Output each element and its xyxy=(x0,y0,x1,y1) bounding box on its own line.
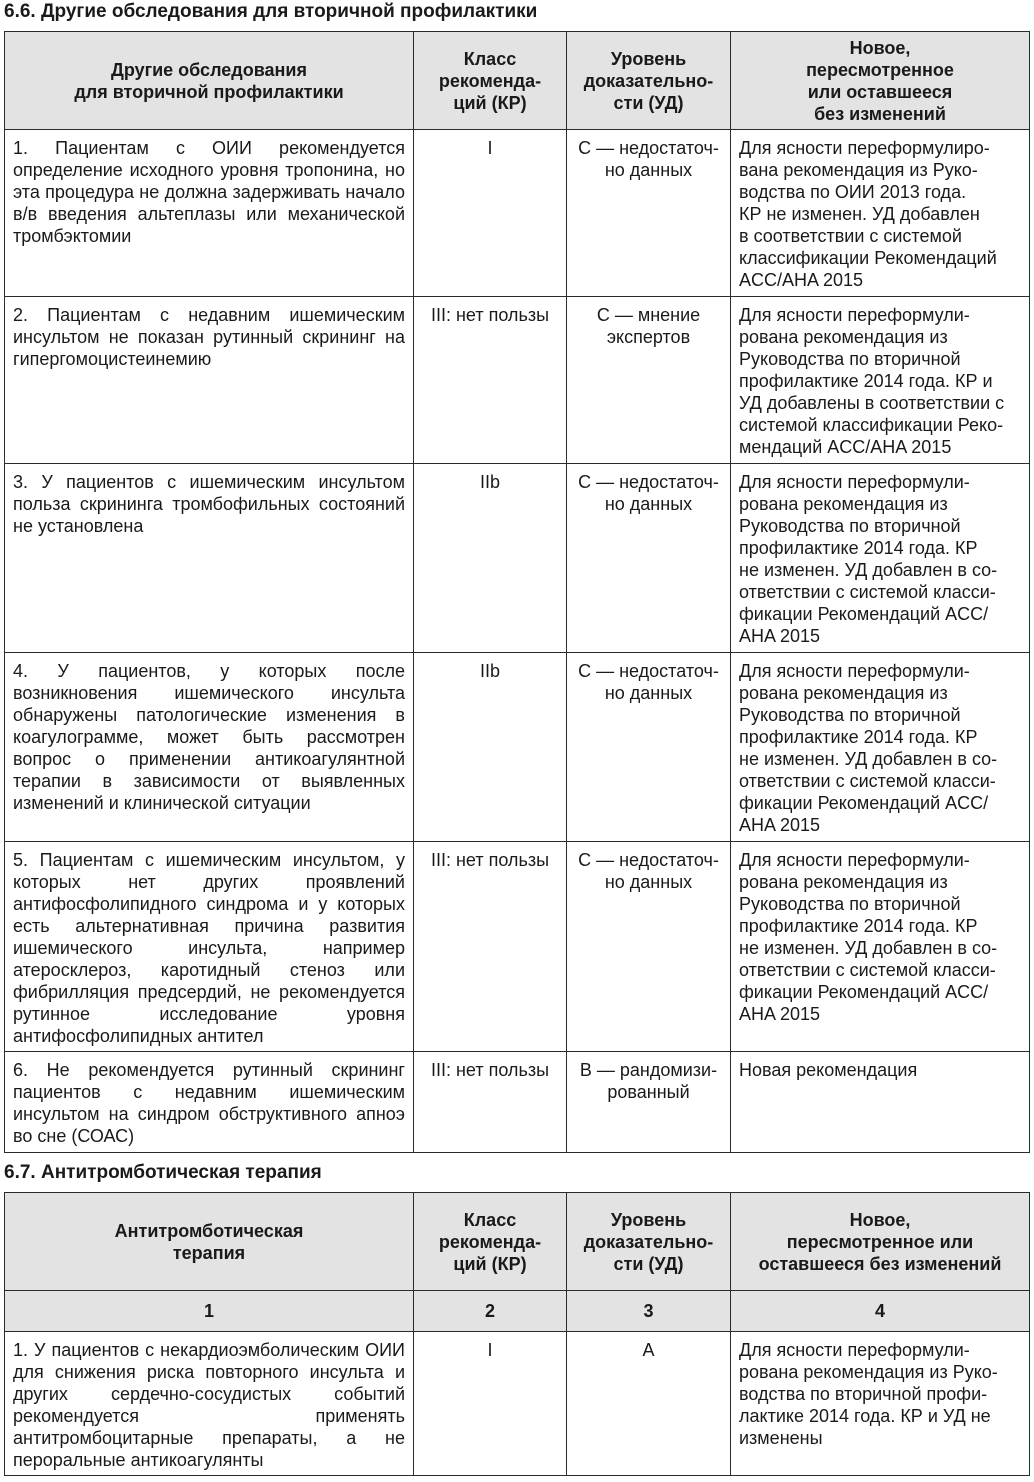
recommendation-text: 5. Пациентам с ишемическим инсультом, у которых нет других проявлений антифосфолипидного синдрома и у которых есть альтернативная причина развития ишемического инсульта, например атеросклероз, каротидный стеноз или фибрилляция предсердий, не рекомендуется рутинное исследование уровня антифосфолипидных антител xyxy=(5,842,414,1052)
column-number: 1 xyxy=(5,1291,414,1332)
column-number: 3 xyxy=(567,1291,731,1332)
recommendation-class: III: нет пользы xyxy=(414,842,567,1052)
table-row xyxy=(5,464,1030,653)
table-header-row xyxy=(5,1193,1030,1291)
recommendation-class: III: нет пользы xyxy=(414,297,567,464)
section-title: 6.7. Антитромботическая терапия xyxy=(4,1162,322,1183)
section-title: 6.6. Другие обследования для вторичной профилактики xyxy=(4,1,538,22)
table-row xyxy=(5,130,1030,297)
evidence-level: C — недостаточ- но данных xyxy=(567,130,731,297)
evidence-level: A xyxy=(567,1332,731,1476)
antithrombotic-therapy-table xyxy=(4,1192,1030,1476)
evidence-level: B — рандомизи- рованный xyxy=(567,1052,731,1153)
header-level: Уровень доказательно- сти (УД) xyxy=(567,32,731,130)
recommendation-class: IIb xyxy=(414,464,567,653)
recommendation-text: 4. У пациентов, у которых после возникновения ишемического инсульта обнаружены патологические изменения в коагулограмме, может быть рассмотрен вопрос о применении антикоагулянтной терапии в зависимости от выявленных изменений и клинической ситуации xyxy=(5,653,414,842)
revision-status: Для ясности переформули- рована рекомендация из Руководства по вторичной профилактике 2014 года. КР не изменен. УД добавлен в со- ответствии с системой класси- фикации Рекомендаций ACC/ AHA 2015 xyxy=(731,842,1030,1052)
header-investigations: Другие обследования для вторичной профилактики xyxy=(5,32,414,130)
evidence-level: C — недостаточ- но данных xyxy=(567,653,731,842)
recommendation-text: 1. Пациентам с ОИИ рекомендуется определение исходного уровня тропонина, но эта процедура не должна задерживать начало в/в введения альтеплазы или механической тромбэктомии xyxy=(5,130,414,297)
header-status: Новое, пересмотренное или оставшееся без изменений xyxy=(731,32,1030,130)
header-class: Класс рекоменда- ций (КР) xyxy=(414,32,567,130)
recommendation-text: 2. Пациентам с недавним ишемическим инсультом не показан рутинный скрининг на гипергомоцистеинемию xyxy=(5,297,414,464)
table-row xyxy=(5,1332,1030,1476)
revision-status: Новая рекомендация xyxy=(731,1052,1030,1153)
recommendation-class: III: нет пользы xyxy=(414,1052,567,1153)
revision-status: Для ясности переформули- рована рекомендация из Руководства по вторичной профилактике 2014 года. КР не изменен. УД добавлен в со- ответствии с системой класси- фикации Рекомендаций ACC/ AHA 2015 xyxy=(731,464,1030,653)
evidence-level: C — мнение экспертов xyxy=(567,297,731,464)
table-row xyxy=(5,842,1030,1052)
revision-status: Для ясности переформули- рована рекомендация из Руко- водства по вторичной профи- лактике 2014 года. КР и УД не изменены xyxy=(731,1332,1030,1476)
secondary-prevention-table xyxy=(4,31,1030,1153)
header-level: Уровень доказательно- сти (УД) xyxy=(567,1193,731,1291)
revision-status: Для ясности переформули- рована рекомендация из Руководства по вторичной профилактике 2014 года. КР и УД добавлены в соответствии с системой классификации Реко- мендаций ACC/AHA 2015 xyxy=(731,297,1030,464)
recommendation-class: IIb xyxy=(414,653,567,842)
recommendation-class: I xyxy=(414,1332,567,1476)
recommendation-text: 6. Не рекомендуется рутинный скрининг пациентов с недавним ишемическим инсультом на синдром обструктивного апноэ во сне (СОАС) xyxy=(5,1052,414,1153)
column-number: 4 xyxy=(731,1291,1030,1332)
column-number-row xyxy=(5,1291,1030,1332)
column-number: 2 xyxy=(414,1291,567,1332)
table-row xyxy=(5,297,1030,464)
recommendation-class: I xyxy=(414,130,567,297)
header-status: Новое, пересмотренное или оставшееся без изменений xyxy=(731,1193,1030,1291)
header-class: Класс рекоменда- ций (КР) xyxy=(414,1193,567,1291)
header-therapy: Антитромботическая терапия xyxy=(5,1193,414,1291)
table-header-row xyxy=(5,32,1030,130)
evidence-level: C — недостаточ- но данных xyxy=(567,842,731,1052)
recommendation-text: 1. У пациентов с некардиоэмболическим ОИИ для снижения риска повторного инсульта и других сердечно-сосудистых событий рекомендуется применять антитромбоцитарные препараты, а не пероральные антикоагулянты xyxy=(5,1332,414,1476)
evidence-level: C — недостаточ- но данных xyxy=(567,464,731,653)
table-row xyxy=(5,653,1030,842)
table-row xyxy=(5,1052,1030,1153)
revision-status: Для ясности переформули- рована рекомендация из Руководства по вторичной профилактике 2014 года. КР не изменен. УД добавлен в со- ответствии с системой класси- фикации Рекомендаций ACC/ AHA 2015 xyxy=(731,653,1030,842)
revision-status: Для ясности переформулиро- вана рекомендация из Руко- водства по ОИИ 2013 года. КР не изменен. УД добавлен в соответствии с системой классификации Рекомендаций ACC/AHA 2015 xyxy=(731,130,1030,297)
recommendation-text: 3. У пациентов с ишемическим инсультом польза скрининга тромбофильных состояний не установлена xyxy=(5,464,414,653)
